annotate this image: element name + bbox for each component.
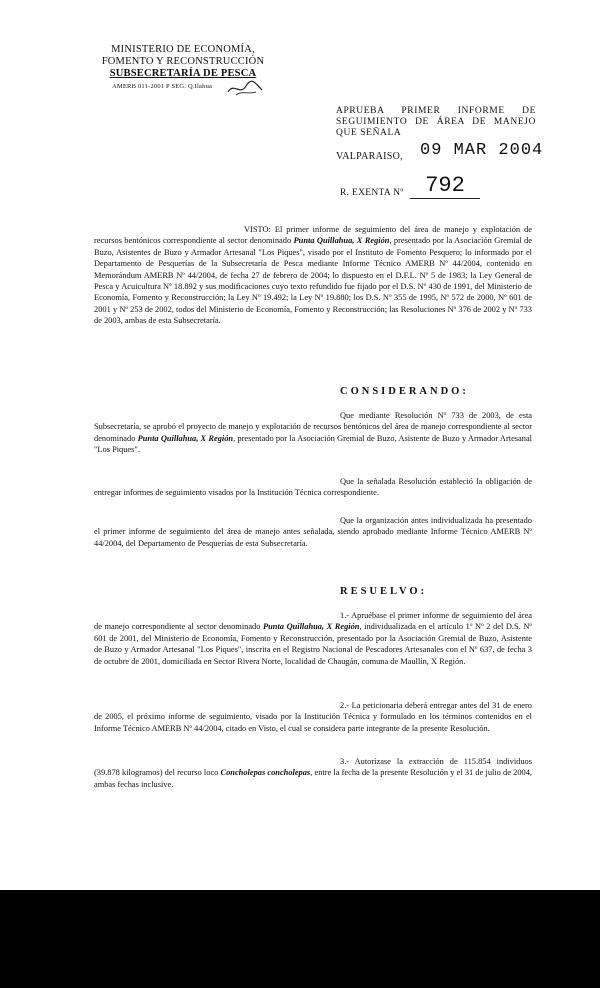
considerando-1-sector: Punta Quillahua, X Región (137, 433, 234, 443)
resuelvo-heading: RESUELVO: (340, 586, 428, 597)
resuelvo-1-lead: 1.- Apruébase el primer informe de seguimiento del área de manejo correspondiente al sector denominado (94, 611, 532, 632)
file-reference: AMERB 011-2001 P SEG. Q.Ilahua (112, 83, 213, 90)
exenta-number: 792 (410, 174, 480, 199)
visto-rest: , presentado por la Asociación Gremial de Buzo, Asistentes de Buzo y Armador Artesanal "Los Piques", visado por el Instituto de Fomento Pesquero; lo informado por el Departamento de Pesquerías de la Subsecretaría de Pesca mediante Informe Técnico AMERB Nº 44/2004, contenido en Memorándum AMERB Nº 44/2004, de fecha 27 de febrero de 2004; lo dispuesto en el D.F.L. Nº 5 de 1983; la Ley General de Pesca y Acuicultura Nº 18.892 y sus modificaciones cuyo texto refundido fue fijado por el D.S. Nº 430 de 1991, del Ministerio de Economía, Fomento y Reconstrucción; la Ley Nº 19.492; la Ley Nº 19.880; los D.S. Nº 355 de 1995, Nº 572 de 2000, Nº 601 de 2001 y Nº 253 de 2002, todos del Ministerio de Economía, Fomento y Reconstrucción; las Resoluciones Nº 376 de 2002 y Nº 733 de 2003, ambas de esta Subsecretaría. (94, 236, 532, 326)
date-stamp: 09 MAR 2004 (420, 141, 544, 160)
resuelvo-paragraph-3 (94, 756, 532, 790)
visto-lead: VISTO: El primer informe de seguimiento del área de manejo y explotación de recursos bentónicos correspondiente al sector denominado (94, 225, 532, 246)
considerando-paragraph-2: Que la señalada Resolución estableció la obligación de entregar informes de seguimiento visados por la Institución Técnica correspondiente. (94, 477, 532, 498)
resolution-subject: APRUEBA PRIMER INFORME DE SEGUIMIENTO DE ÁREA DE MANEJO QUE SEÑALA (336, 106, 536, 138)
resuelvo-3-rest: , entre la fecha de la presente Resolución y el 31 de julio de 2004, ambas fechas inclusive. (94, 768, 532, 789)
considerando-1-rest: , presentado por la Asociación Gremial de Buzo, Asistente de Buzo y Armador Artesanal "Los Piques". (94, 433, 533, 455)
subsecretaria-title: SUBSECRETARÍA DE PESCA (109, 68, 257, 79)
resuelvo-paragraph-2: 2.- La peticionaria deberá entregar antes del 31 de enero de 2005, el próximo informe de seguimiento, visado por la Institución Técnica y formulado en los términos contenidos en el Informe Técnico AMERB Nº 44/2004, citado en Visto, el cual se considera parte integrante de la presente Resolución. (94, 701, 532, 733)
exenta-label: R. EXENTA Nº (340, 188, 404, 198)
visto-sector: Punta Quillahua, X Región (293, 236, 390, 246)
resuelvo-1-sector: Punta Quillahua, X Región (263, 622, 360, 632)
resuelvo-1-rest: , individualizada en el artículo 1º Nº 2 del D.S. Nº 601 de 2001, del Ministerio de Economía, Fomento y Reconstrucción, presentado por la Asociación Gremial de Buzo, Asistente de Buzo y Armador Artesanal "Los Piques", inscrita en el Registro Nacional de Pescadores Artesanales con el Nº 637, de fecha 3 de octubre de 2001, domiciliada en Sector Rivera Norte, localidad de Chaugán, comuna de Maullín, X Región. (94, 622, 533, 666)
initials-signature-icon (226, 80, 264, 98)
resuelvo-paragraph-1 (94, 610, 532, 667)
place: VALPARAISO, (336, 151, 403, 162)
resuelvo-3-species: Concholepas concholepas (220, 768, 311, 778)
ministry-line-2: FOMENTO Y RECONSTRUCCIÓN (101, 56, 265, 67)
ministry-line-1: MINISTERIO DE ECONOMÍA, (111, 44, 255, 55)
considerando-paragraph-1 (94, 410, 532, 456)
resuelvo-3-lead: 3.- Autorízase la extracción de 115.854 individuos (39.878 kilogramos) del recurso loco (94, 757, 532, 778)
visto-paragraph (94, 224, 532, 327)
considerando-1-lead: Que mediante Resolución Nº 733 de 2003, de esta Subsecretaría, se aprobó el proyecto de manejo y explotación de recursos bentónicos del área de manejo correspondiente al sector denominado (94, 411, 532, 443)
considerando-paragraph-3: Que la organización antes individualizada ha presentado el primer informe de seguimiento del área de manejo antes señalada, siendo aprobado mediante Informe Técnico AMERB Nº 44/2004, del Departamento de Pesquerías de esta Subsecretaría. (94, 516, 532, 548)
considerando-heading: CONSIDERANDO: (340, 386, 469, 397)
